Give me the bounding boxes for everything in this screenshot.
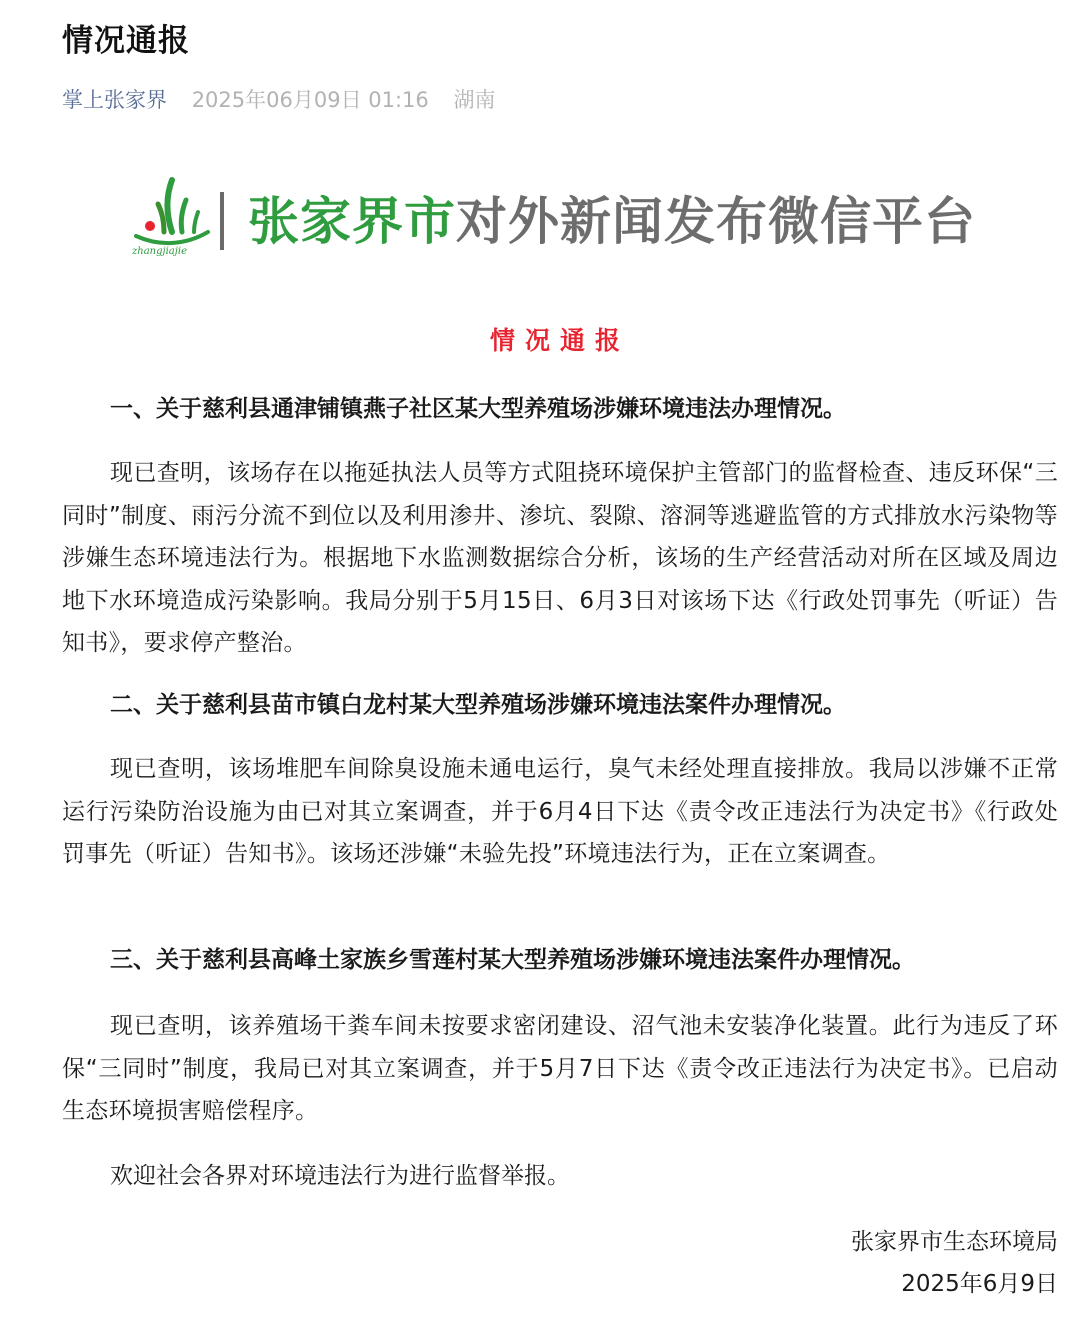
section-3-title: 三、关于慈利县高峰土家族乡雪莲村某大型养殖场涉嫌环境违法案件办理情况。: [110, 947, 915, 973]
section-3-body: 现已查明，该养殖场干粪车间未按要求密闭建设、沼气池未安装净化装置。此行为违反了环保“三同时”制度，我局已对其立案调查，并于5月7日下达《责令改正违法行为决定书》。已启动生态环境损害赔偿程序。: [62, 1013, 1058, 1124]
article-title: 情况通报: [62, 23, 190, 59]
article-meta: [62, 84, 495, 116]
issuer-signature: 张家界市生态环境局: [851, 1229, 1058, 1255]
platform-banner: [128, 170, 1028, 266]
closing-text: 欢迎社会各界对环境违法行为进行监督举报。: [110, 1163, 570, 1189]
section-2-title: 二、关于慈利县苗市镇白龙村某大型养殖场涉嫌环境违法案件办理情况。: [110, 692, 846, 718]
logo-lettering: zhangjiajie: [132, 246, 187, 257]
notice-heading: 情况通报: [489, 326, 630, 355]
platform-name-suffix: 对外新闻发布微信平台: [456, 192, 977, 252]
account-name-link[interactable]: 掌上张家界: [62, 88, 167, 112]
section-1-body: 现已查明，该场存在以拖延执法人员等方式阻挠环境保护主管部门的监督检查、违反环保“三同时”制度、雨污分流不到位以及利用渗井、渗坑、裂隙、溶洞等逃避监管的方式排放水污染物等涉嫌生态环境违法行为。根据地下水监测数据综合分析，该场的生产经营活动对所在区域及周边地下水环境造成污染影响。我局分别于5月15日、6月3日对该场下达《行政处罚事先（听证）告知书》，要求停产整治。: [62, 460, 1058, 656]
publish-date: 2025年06月09日 01:16: [191, 88, 429, 112]
issue-date: 2025年6月9日: [901, 1271, 1058, 1297]
platform-name: [248, 190, 976, 254]
zhangjiajie-logo-icon: [128, 170, 214, 260]
publish-location: 湖南: [453, 88, 496, 112]
banner-divider: [220, 192, 224, 250]
platform-name-city: 张家界市: [248, 192, 457, 252]
section-2-body: 现已查明，该场堆肥车间除臭设施未通电运行，臭气未经处理直接排放。我局以涉嫌不正常运行污染防治设施为由已对其立案调查，并于6月4日下达《责令改正违法行为决定书》《行政处罚事先（听证）告知书》。该场还涉嫌“未验先投”环境违法行为，正在立案调查。: [62, 756, 1058, 867]
section-1-title: 一、关于慈利县通津铺镇燕子社区某大型养殖场涉嫌环境违法办理情况。: [110, 396, 846, 422]
